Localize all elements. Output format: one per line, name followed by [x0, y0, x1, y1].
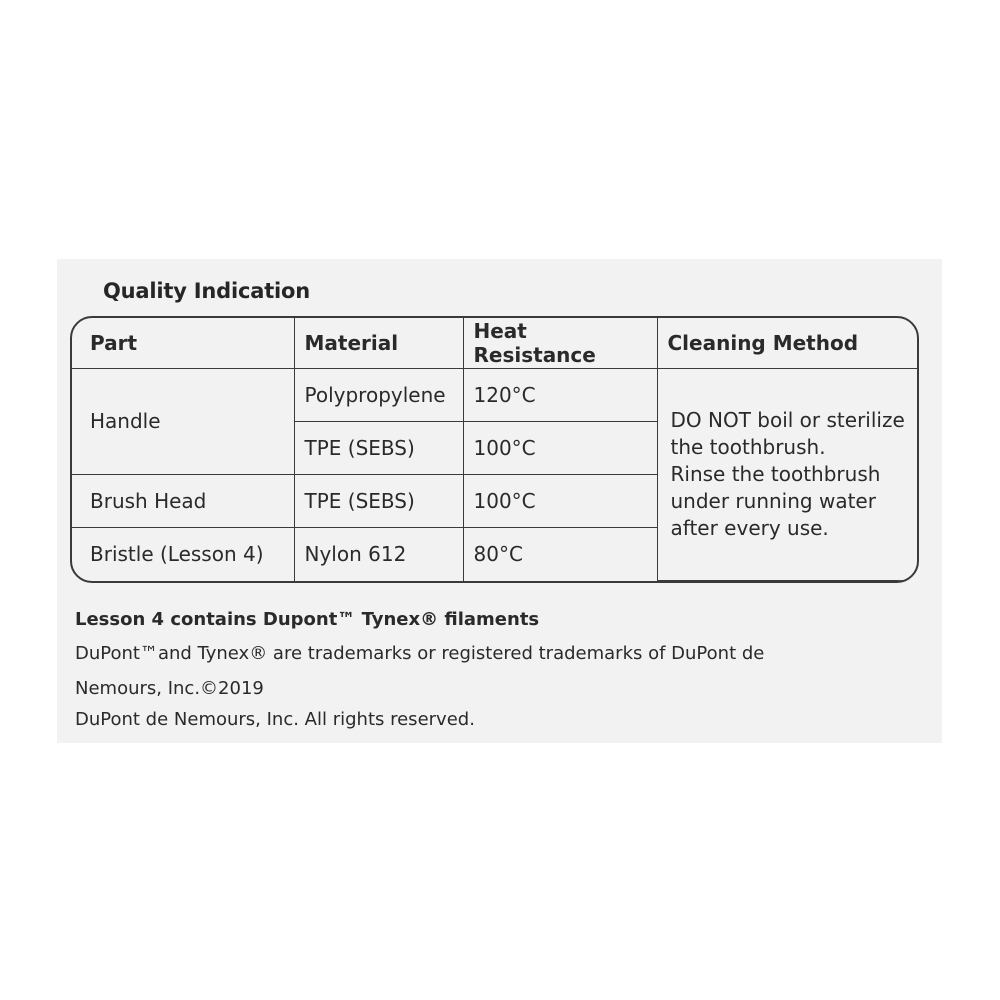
header-part: Part	[72, 318, 294, 368]
material-cell: TPE (SEBS)	[294, 474, 463, 527]
cleaning-line: DO NOT boil or sterilize	[670, 407, 905, 432]
quality-table	[72, 318, 919, 581]
heat-cell: 80°C	[463, 527, 657, 580]
cleaning-line: after every use.	[670, 515, 829, 540]
cleaning-line: under running water	[670, 488, 876, 513]
part-cell-handle: Handle	[72, 368, 294, 474]
trademark-line-2: Nemours, Inc.©2019	[75, 678, 264, 699]
heat-cell: 100°C	[463, 474, 657, 527]
material-cell: Polypropylene	[294, 368, 463, 421]
trademark-line-1: DuPont™and Tynex® are trademarks or registered trademarks of DuPont de	[75, 643, 765, 664]
header-material: Material	[294, 318, 463, 368]
cleaning-line: Rinse the toothbrush	[670, 461, 881, 486]
material-cell: TPE (SEBS)	[294, 421, 463, 474]
quality-table-frame	[70, 316, 919, 583]
part-cell-bristle: Bristle (Lesson 4)	[72, 527, 294, 580]
header-cleaning-method: Cleaning Method	[657, 318, 919, 368]
header-heat-resistance: Heat Resistance	[463, 318, 657, 368]
heat-cell: 120°C	[463, 368, 657, 421]
section-title: Quality Indication	[103, 279, 311, 303]
rights-reserved-line: DuPont de Nemours, Inc. All rights reserved.	[75, 709, 475, 730]
cleaning-method-cell	[657, 368, 919, 580]
table-header-row	[72, 318, 919, 368]
filament-note: Lesson 4 contains Dupont™ Tynex® filaments	[75, 609, 540, 630]
quality-label-card	[57, 259, 942, 743]
part-cell-brush-head: Brush Head	[72, 474, 294, 527]
cleaning-line: the toothbrush.	[670, 434, 826, 459]
material-cell: Nylon 612	[294, 527, 463, 580]
heat-cell: 100°C	[463, 421, 657, 474]
table-row	[72, 368, 919, 421]
